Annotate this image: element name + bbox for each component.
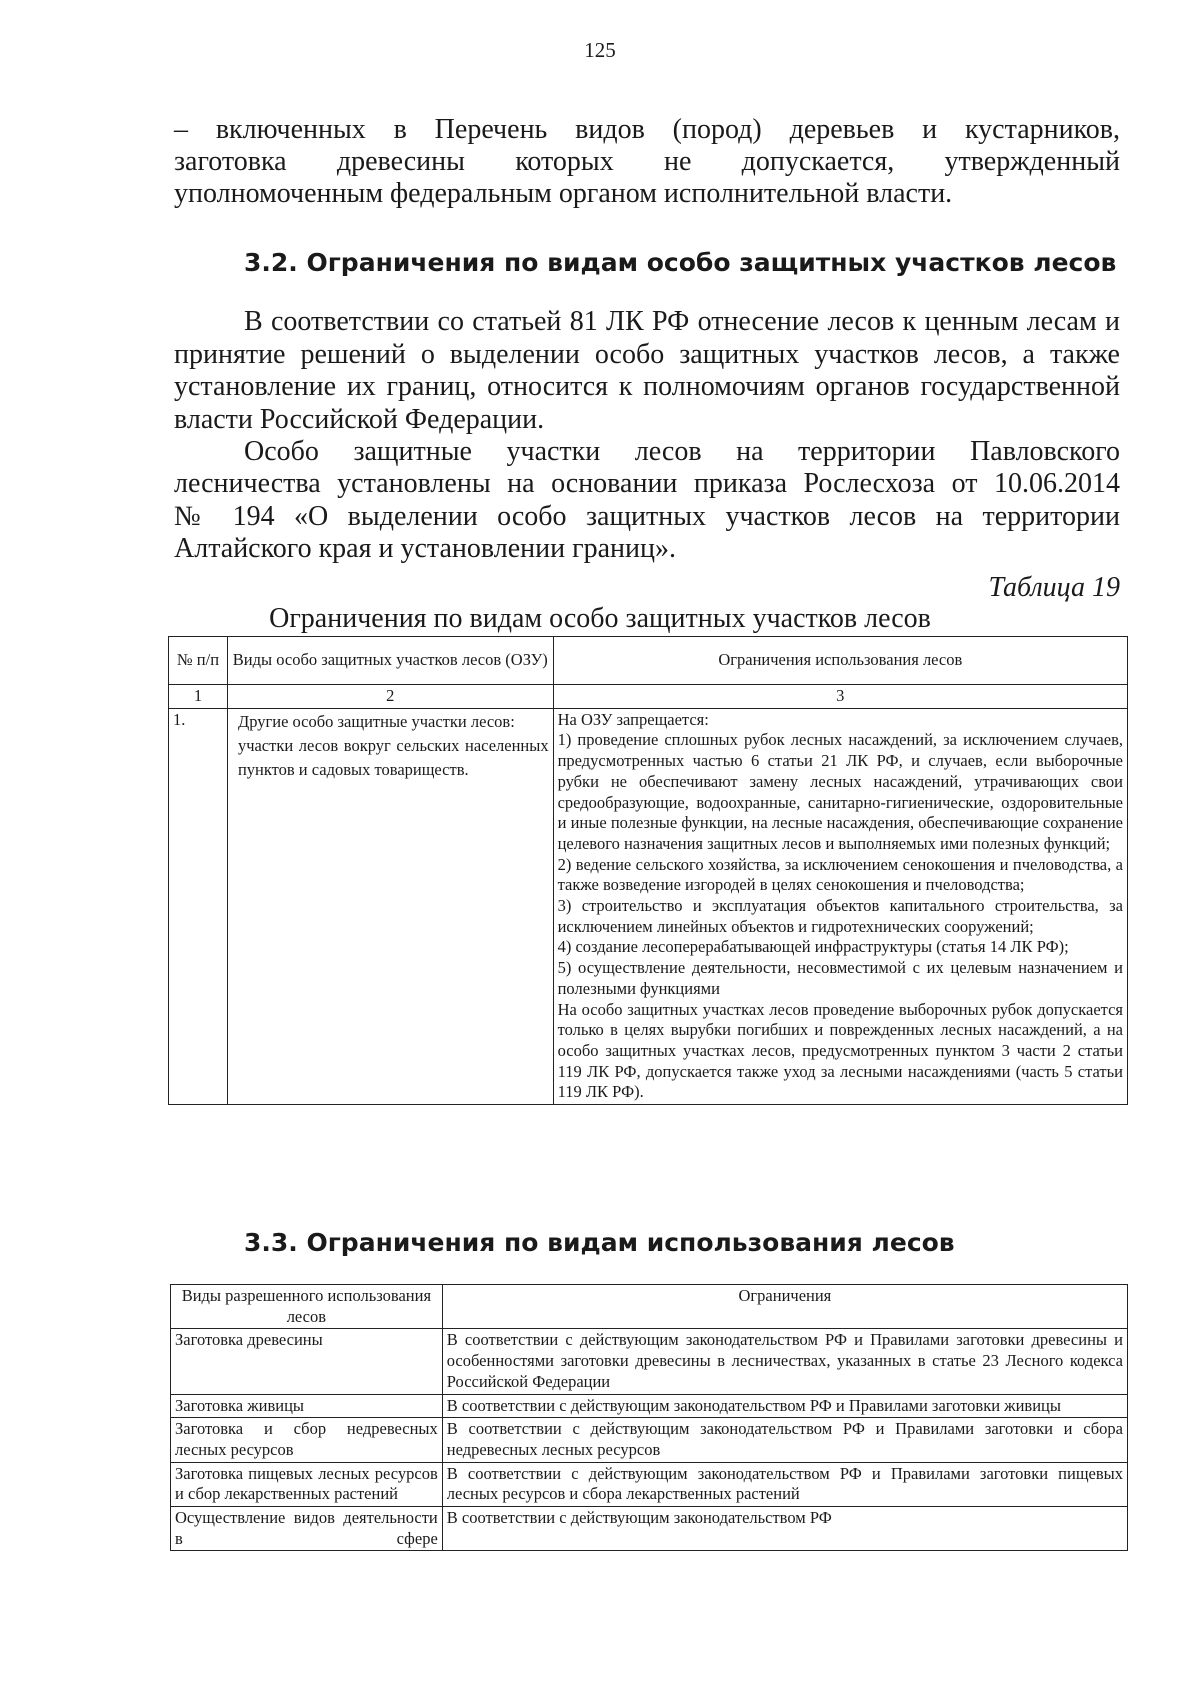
use-type: Заготовка пищевых лесных ресурсов и сбор лекарственных растений xyxy=(171,1462,443,1506)
para1-line-2: принятие решений о выделении особо защитных участков лесов, а также xyxy=(174,339,1120,370)
table-row xyxy=(171,1462,1128,1506)
column-number-row xyxy=(169,685,1128,709)
table-caption: Ограничения по видам особо защитных участков лесов xyxy=(269,603,931,634)
header-restrictions: Ограничения использования лесов xyxy=(553,637,1127,685)
table-label: Таблица 19 xyxy=(988,572,1120,603)
restriction-item-2: 2) ведение сельского хозяйства, за исключением сенокошения и пчеловодства, а также возведение изгородей в целях сенокошения и пчеловодства; xyxy=(557,854,1123,895)
table-row xyxy=(171,1329,1128,1394)
restriction-intro: На ОЗУ запрещается: xyxy=(557,709,709,729)
use-restriction: В соответствии с действующим законодательством РФ и Правилами заготовки пищевых лесных ресурсов и сбора лекарственных растений xyxy=(442,1462,1127,1506)
forest-use-table xyxy=(170,1284,1128,1551)
use-type: Осуществление видов деятельности в сфере xyxy=(171,1507,443,1551)
row-number: 1. xyxy=(169,708,228,1104)
para1-line-1: В соответствии со статьей 81 ЛК РФ отнесение лесов к ценным лесам и xyxy=(244,306,1120,337)
use-restriction: В соответствии с действующим законодательством РФ и Правилами заготовки живицы xyxy=(442,1394,1127,1418)
header-number: № п/п xyxy=(169,637,228,685)
para2-line-1: Особо защитные участки лесов на территории Павловского xyxy=(244,436,1120,467)
restriction-selective-felling: На особо защитных участках лесов проведение выборочных рубок допускается только в целях вырубки погибших и поврежденных лесных насаждений, а на особо защитных участках лесов, предусмотренных пунктом 3 части 2 статьи 119 ЛК РФ, допускается также уход за лесными насаждениями (часть 5 статьи 119 ЛК РФ). xyxy=(557,999,1123,1102)
column-number-1: 1 xyxy=(169,685,228,709)
row-restrictions xyxy=(553,708,1127,1104)
header-restrictions: Ограничения xyxy=(442,1285,1127,1329)
section-3-3-heading: 3.3. Ограничения по видам использования лесов xyxy=(244,1228,955,1257)
table-header-row xyxy=(169,637,1128,685)
use-restriction: В соответствии с действующим законодательством РФ и Правилами заготовки и сбора недревесных лесных ресурсов xyxy=(442,1418,1127,1462)
para2-line-2: лесничества установлены на основании приказа Рослесхоза от 10.06.2014 xyxy=(174,468,1120,499)
use-restriction: В соответствии с действующим законодательством РФ xyxy=(442,1507,1127,1551)
para1-line-3: установление их границ, относится к полномочиям органов государственной xyxy=(174,371,1120,402)
intro-line-3: уполномоченным федеральным органом исполнительной власти. xyxy=(174,178,953,209)
header-use-types: Виды разрешенного использования лесов xyxy=(171,1285,443,1329)
use-restriction: В соответствии с действующим законодательством РФ и Правилами заготовки древесины и особенностями заготовки древесины в лесничествах, указанных в статье 23 Лесного кодекса Российской Федерации xyxy=(442,1329,1127,1394)
row-type-detail: участки лесов вокруг сельских населенных пунктов и садовых товариществ. xyxy=(237,735,549,779)
para1-line-4: власти Российской Федерации. xyxy=(174,404,545,435)
para2-line-3: № 194 «О выделении особо защитных участков лесов на территории xyxy=(174,501,1120,532)
use-type: Заготовка и сбор недревесных лесных ресурсов xyxy=(171,1418,443,1462)
column-number-2: 2 xyxy=(227,685,553,709)
table-row xyxy=(171,1418,1128,1462)
section-3-2-heading: 3.2. Ограничения по видам особо защитных участков лесов xyxy=(244,248,1117,277)
table-row xyxy=(171,1394,1128,1418)
row-type-title: Другие особо защитные участки лесов: xyxy=(237,711,515,731)
use-type: Заготовка древесины xyxy=(171,1329,443,1394)
table-row xyxy=(171,1507,1128,1551)
restriction-item-1: 1) проведение сплошных рубок лесных насаждений, за исключением случаев, предусмотренных частью 6 статьи 21 ЛК РФ, и случаев, если выборочные рубки не обеспечивают замену лесных насаждений, утрачивающих свои средообразующие, водоохранные, санитарно-гигиенические, оздоровительные и иные полезные функции, на лесные насаждения, обеспечивающие сохранение целевого назначения защитных лесов и выполняемых ими полезных функций; xyxy=(557,730,1123,853)
protective-areas-table xyxy=(168,636,1128,1105)
table-header-row xyxy=(171,1285,1128,1329)
restriction-item-3: 3) строительство и эксплуатация объектов капитального строительства, за исключением линейных объектов и гидротехнических сооружений; xyxy=(557,896,1123,936)
column-number-3: 3 xyxy=(553,685,1127,709)
intro-line-1: – включенных в Перечень видов (пород) деревьев и кустарников, xyxy=(174,114,1120,145)
table-row xyxy=(169,708,1128,1104)
page-number: 125 xyxy=(584,38,616,62)
restriction-item-4: 4) создание лесоперерабатывающей инфраструктуры (статья 14 ЛК РФ); xyxy=(557,937,1069,957)
para2-line-4: Алтайского края и установлении границ». xyxy=(174,533,676,564)
intro-line-2: заготовка древесины которых не допускается, утвержденный xyxy=(174,146,1120,177)
restriction-item-5: 5) осуществление деятельности, несовместимой с их целевым назначением и полезными функциями xyxy=(557,958,1123,998)
row-type xyxy=(227,708,553,1104)
use-type: Заготовка живицы xyxy=(171,1394,443,1418)
header-types: Виды особо защитных участков лесов (ОЗУ) xyxy=(227,637,553,685)
